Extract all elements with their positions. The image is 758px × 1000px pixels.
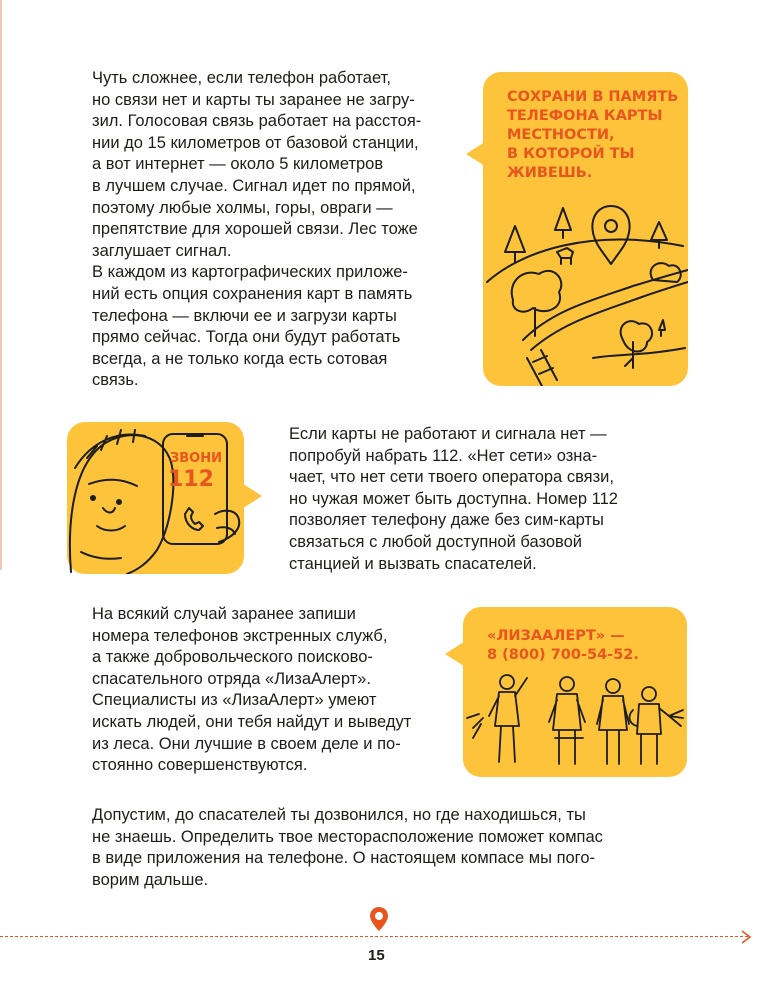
- footer-dashed-line: [0, 936, 748, 937]
- text-line: стоянно совершенствуются.: [92, 756, 308, 775]
- text-line: заглушает сигнал.: [92, 241, 232, 260]
- text-line: станцией и вызвать спасателей.: [289, 554, 537, 573]
- text-line: чает, что нет сети твоего оператора связи,: [289, 468, 614, 487]
- text-line: телефона — включи ее и загрузи карты: [92, 306, 397, 325]
- text-line: спасательного отряда «ЛизаАлерт».: [92, 669, 371, 688]
- text-line: связь.: [92, 371, 139, 390]
- text-line: искать людей, они тебя найдут и выведут: [92, 712, 412, 731]
- text-line: номера телефонов экстренных служб,: [92, 626, 388, 645]
- text-line: в лучшем случае. Сигнал идет по прямой,: [92, 176, 416, 195]
- text-line: позволяет телефону даже без сим-карты: [289, 511, 604, 530]
- map-landscape-illustration: [483, 190, 688, 386]
- text-line: Допустим, до спасателей ты дозвонился, но где находишься, ты: [92, 806, 586, 824]
- text-line: а вот интернет — около 5 километров: [92, 155, 384, 174]
- phone-call-number: 112: [168, 467, 214, 492]
- map-tip-line: ТЕЛЕФОНА КАРТЫ: [507, 108, 663, 124]
- lizaalert-phone: 8 (800) 700-54-52.: [487, 647, 639, 663]
- text-line: препятствие для хорошей связи. Лес тоже: [92, 220, 418, 239]
- text-line: ворим дальше.: [92, 870, 209, 889]
- text-line: но связи нет и карты ты заранее не загру-: [92, 90, 415, 109]
- rescuers-illustration: [463, 670, 687, 777]
- page-margin-rule: [0, 0, 2, 570]
- kid-with-phone-illustration: [67, 422, 244, 574]
- map-tip-line: В КОТОРОЙ ТЫ: [507, 146, 635, 162]
- text-line: связаться с любой доступной базовой: [289, 532, 582, 551]
- speech-tail: [445, 640, 467, 670]
- paragraph-offline-maps: [92, 68, 421, 392]
- text-line: попробуй набрать 112. «Нет сети» озна-: [289, 446, 598, 465]
- map-tip-line: ЖИВЕШЬ.: [507, 165, 593, 181]
- text-line: ний есть опция сохранения карт в память: [92, 284, 413, 303]
- lizaalert-contact: [487, 627, 639, 665]
- map-tip-line: СОХРАНИ В ПАМЯТЬ: [507, 89, 679, 105]
- text-line: не знаешь. Определить твое месторасположение поможет компас: [92, 827, 603, 846]
- text-line: прямо сейчас. Тогда они будут работать: [92, 328, 401, 347]
- arrow-right-icon: [740, 930, 752, 944]
- paragraph-compass: [92, 805, 603, 891]
- map-tip-text: [507, 88, 678, 183]
- text-line: Если карты не работают и сигнала нет —: [289, 425, 607, 443]
- location-pin-icon: [369, 906, 389, 932]
- paragraph-emergency-112: [289, 424, 618, 575]
- text-line: зил. Голосовая связь работает на расстоя-: [92, 112, 422, 131]
- text-line: но чужая может быть доступна. Номер 112: [289, 489, 618, 508]
- phone-call-label: ЗВОНИ: [170, 451, 222, 466]
- text-line: В каждом из картографических приложе-: [92, 263, 408, 282]
- text-line: а также добровольческого поисково-: [92, 648, 373, 667]
- text-line: На всякий случай заранее запиши: [92, 605, 356, 623]
- text-line: из леса. Они лучшие в своем деле и по-: [92, 734, 401, 753]
- text-line: в виде приложения на телефоне. О настоящем компасе мы пого-: [92, 849, 596, 868]
- text-line: Специалисты из «ЛизаАлерт» умеют: [92, 691, 377, 710]
- lizaalert-name: «ЛИЗААЛЕРТ» —: [487, 628, 625, 644]
- text-line: нии до 15 километров от базовой станции,: [92, 133, 419, 152]
- text-line: всегда, а не только когда есть сотовая: [92, 349, 388, 368]
- page-number: 15: [368, 947, 385, 964]
- text-line: поэтому любые холмы, горы, овраги —: [92, 198, 393, 217]
- text-line: Чуть сложнее, если телефон работает,: [92, 69, 391, 87]
- map-tip-line: МЕСТНОСТИ,: [507, 127, 615, 143]
- paragraph-lizaalert: [92, 604, 411, 777]
- speech-tail: [466, 140, 488, 170]
